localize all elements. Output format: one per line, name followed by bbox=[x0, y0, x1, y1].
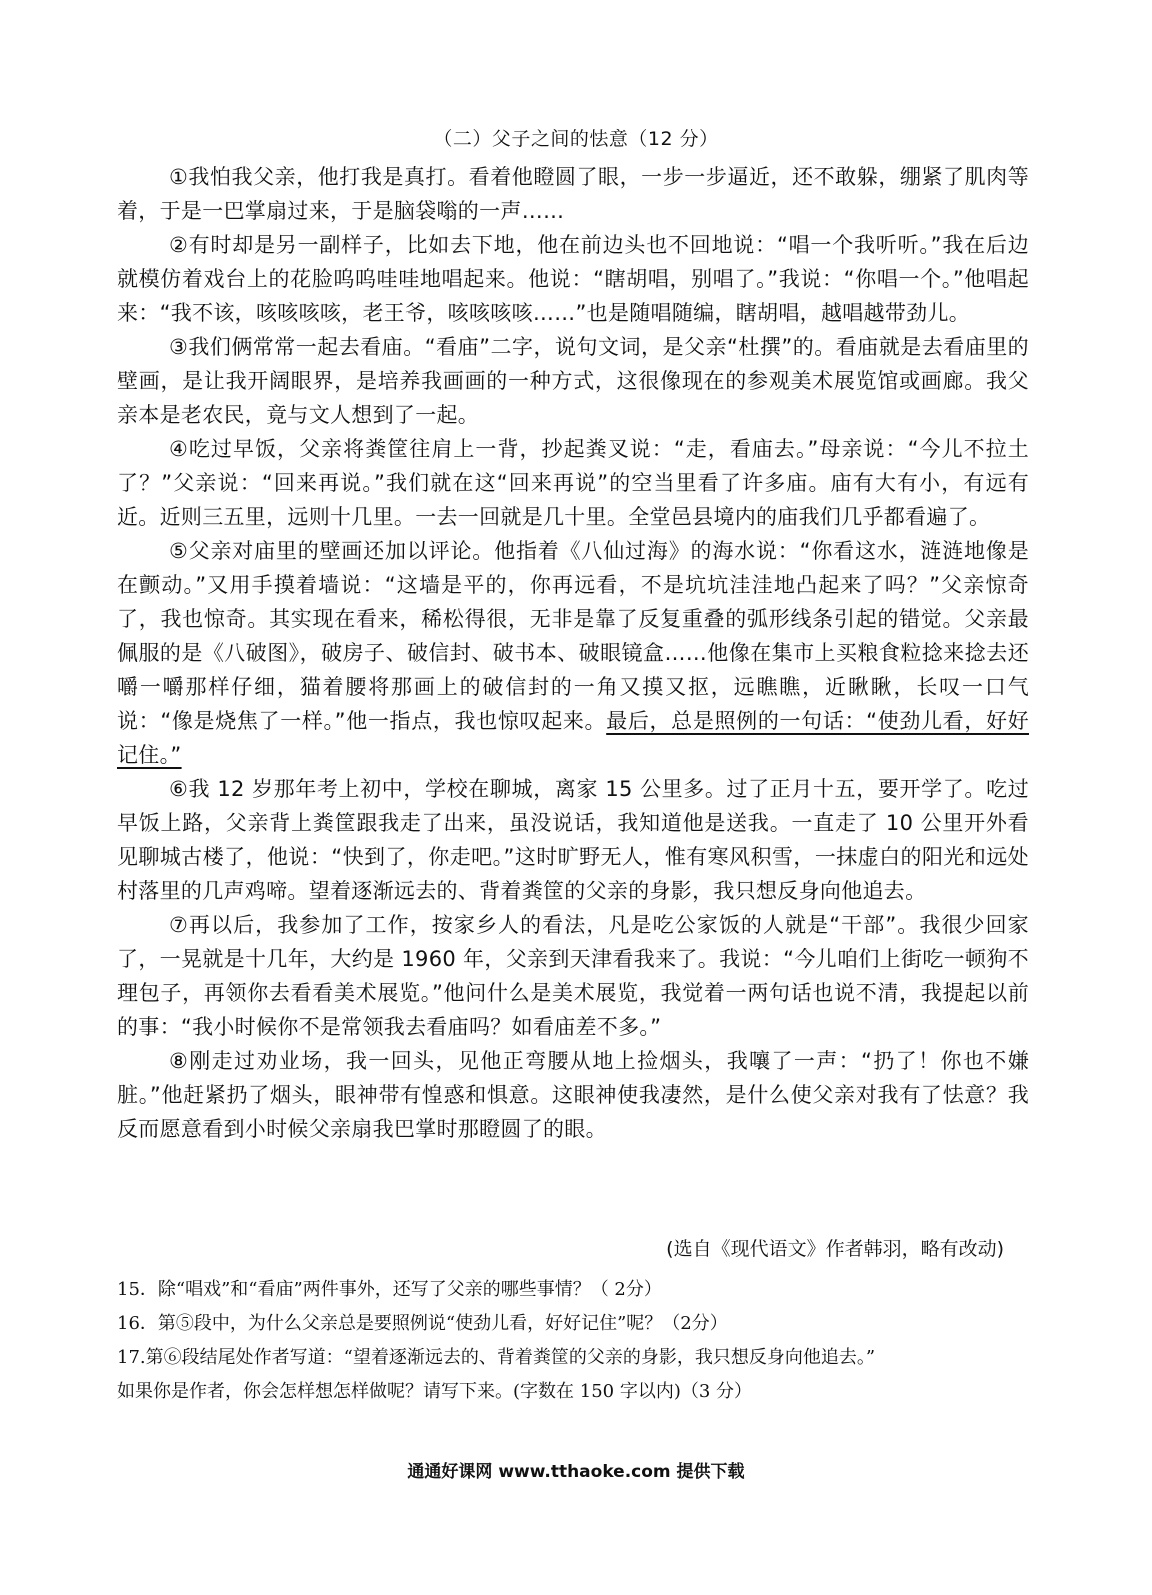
article-body bbox=[117, 160, 1029, 1146]
paragraph-7: ⑦再以后，我参加了工作，按家乡人的看法，凡是吃公家饭的人就是“干部”。我很少回家了，一晃就是十几年，大约是 1960 年，父亲到天津看我来了。我说：“今儿咱们上街吃一顿狗不理包子，再领你去看看美术展览。”他问什么是美术展览，我觉着一两句话也说不清，我提起以前的事：“我小时候你不是常领我去看庙吗？如看庙差不多。” bbox=[117, 913, 1029, 1039]
question-17-line-1: 17.第⑥段结尾处作者写道：“望着逐渐远去的、背着粪筐的父亲的身影，我只想反身向他追去。” bbox=[117, 1347, 876, 1368]
paragraph-5 bbox=[117, 534, 1029, 772]
paragraph-3: ③我们俩常常一起去看庙。“看庙”二字，说句文词，是父亲“杜撰”的。看庙就是去看庙里的壁画，是让我开阔眼界，是培养我画画的一种方式，这很像现在的参观美术展览馆或画廊。我父亲本是老农民，竟与文人想到了一起。 bbox=[117, 335, 1029, 427]
article-title: （二）父子之间的怯意（12 分） bbox=[433, 128, 719, 150]
source-citation: (选自《现代语文》作者韩羽，略有改动) bbox=[666, 1238, 1004, 1260]
question-16: 16．第⑤段中，为什么父亲总是要照例说“使劲儿看，好好记住”呢？（2分） bbox=[117, 1313, 728, 1334]
underlined-sentence: 最后，总是照例的一句话：“使劲儿看，好好记住。” bbox=[117, 709, 1029, 767]
paragraph-5-text: ⑤父亲对庙里的壁画还加以评论。他指着《八仙过海》的海水说：“你看这水，涟涟地像是在颤动。”又用手摸着墙说：“这墙是平的，你再远看，不是坑坑洼洼地凸起来了吗？”父亲惊奇了，我也惊奇。其实现在看来，稀松得很，无非是靠了反复重叠的弧形线条引起的错觉。父亲最佩服的是《八破图》，破房子、破信封、破书本、破眼镜盒……他像在集市上买粮食粒捻来捻去还嚼一嚼那样仔细，猫着腰将那画上的破信封的一角又摸又抠，远瞧瞧，近瞅瞅，长叹一口气说：“像是烧焦了一样。”他一指点，我也惊叹起来。 bbox=[117, 539, 1029, 733]
paragraph-1: ①我怕我父亲，他打我是真打。看着他瞪圆了眼，一步一步逼近，还不敢躲，绷紧了肌肉等着，于是一巴掌扇过来，于是脑袋嗡的一声…… bbox=[117, 165, 1029, 223]
question-15: 15．除“唱戏”和“看庙”两件事外，还写了父亲的哪些事情？（ 2分） bbox=[117, 1279, 662, 1300]
paragraph-8: ⑧刚走过劝业场，我一回头，见他正弯腰从地上捡烟头，我嚷了一声：“扔了！你也不嫌脏。”他赶紧扔了烟头，眼神带有惶惑和惧意。这眼神使我凄然，是什么使父亲对我有了怯意？我反而愿意看到小时候父亲扇我巴掌时那瞪圆了的眼。 bbox=[117, 1049, 1029, 1141]
paragraph-6: ⑥我 12 岁那年考上初中，学校在聊城，离家 15 公里多。过了正月十五，要开学了。吃过早饭上路，父亲背上粪筐跟我走了出来，虽没说话，我知道他是送我。一直走了 10 公里开外看见聊城古楼了，他说：“快到了，你走吧。”这时旷野无人，惟有寒风积雪，一抹虚白的阳光和远处村落里的几声鸡啼。望着逐渐远去的、背着粪筐的父亲的身影，我只想反身向他追去。 bbox=[117, 777, 1029, 903]
footer-download-credit: 通通好课网 www.tthaoke.com 提供下载 bbox=[407, 1462, 745, 1482]
paragraph-2: ②有时却是另一副样子，比如去下地，他在前边头也不回地说：“唱一个我听听。”我在后边就模仿着戏台上的花脸呜呜哇哇地唱起来。他说：“瞎胡唱，别唱了。”我说：“你唱一个。”他唱起来：“我不该，咳咳咳咳，老王爷，咳咳咳咳……”也是随唱随编，瞎胡唱，越唱越带劲儿。 bbox=[117, 233, 1029, 325]
paragraph-4: ④吃过早饭，父亲将粪筐往肩上一背，抄起粪叉说：“走，看庙去。”母亲说：“今儿不拉土了？”父亲说：“回来再说。”我们就在这“回来再说”的空当里看了许多庙。庙有大有小，有远有近。近则三五里，远则十几里。一去一回就是几十里。全堂邑县境内的庙我们几乎都看遍了。 bbox=[117, 437, 1029, 529]
question-17-line-2: 如果你是作者，你会怎样想怎样做呢？请写下来。(字数在 150 字以内)（3 分） bbox=[117, 1381, 753, 1402]
questions-section bbox=[117, 1273, 1029, 1409]
